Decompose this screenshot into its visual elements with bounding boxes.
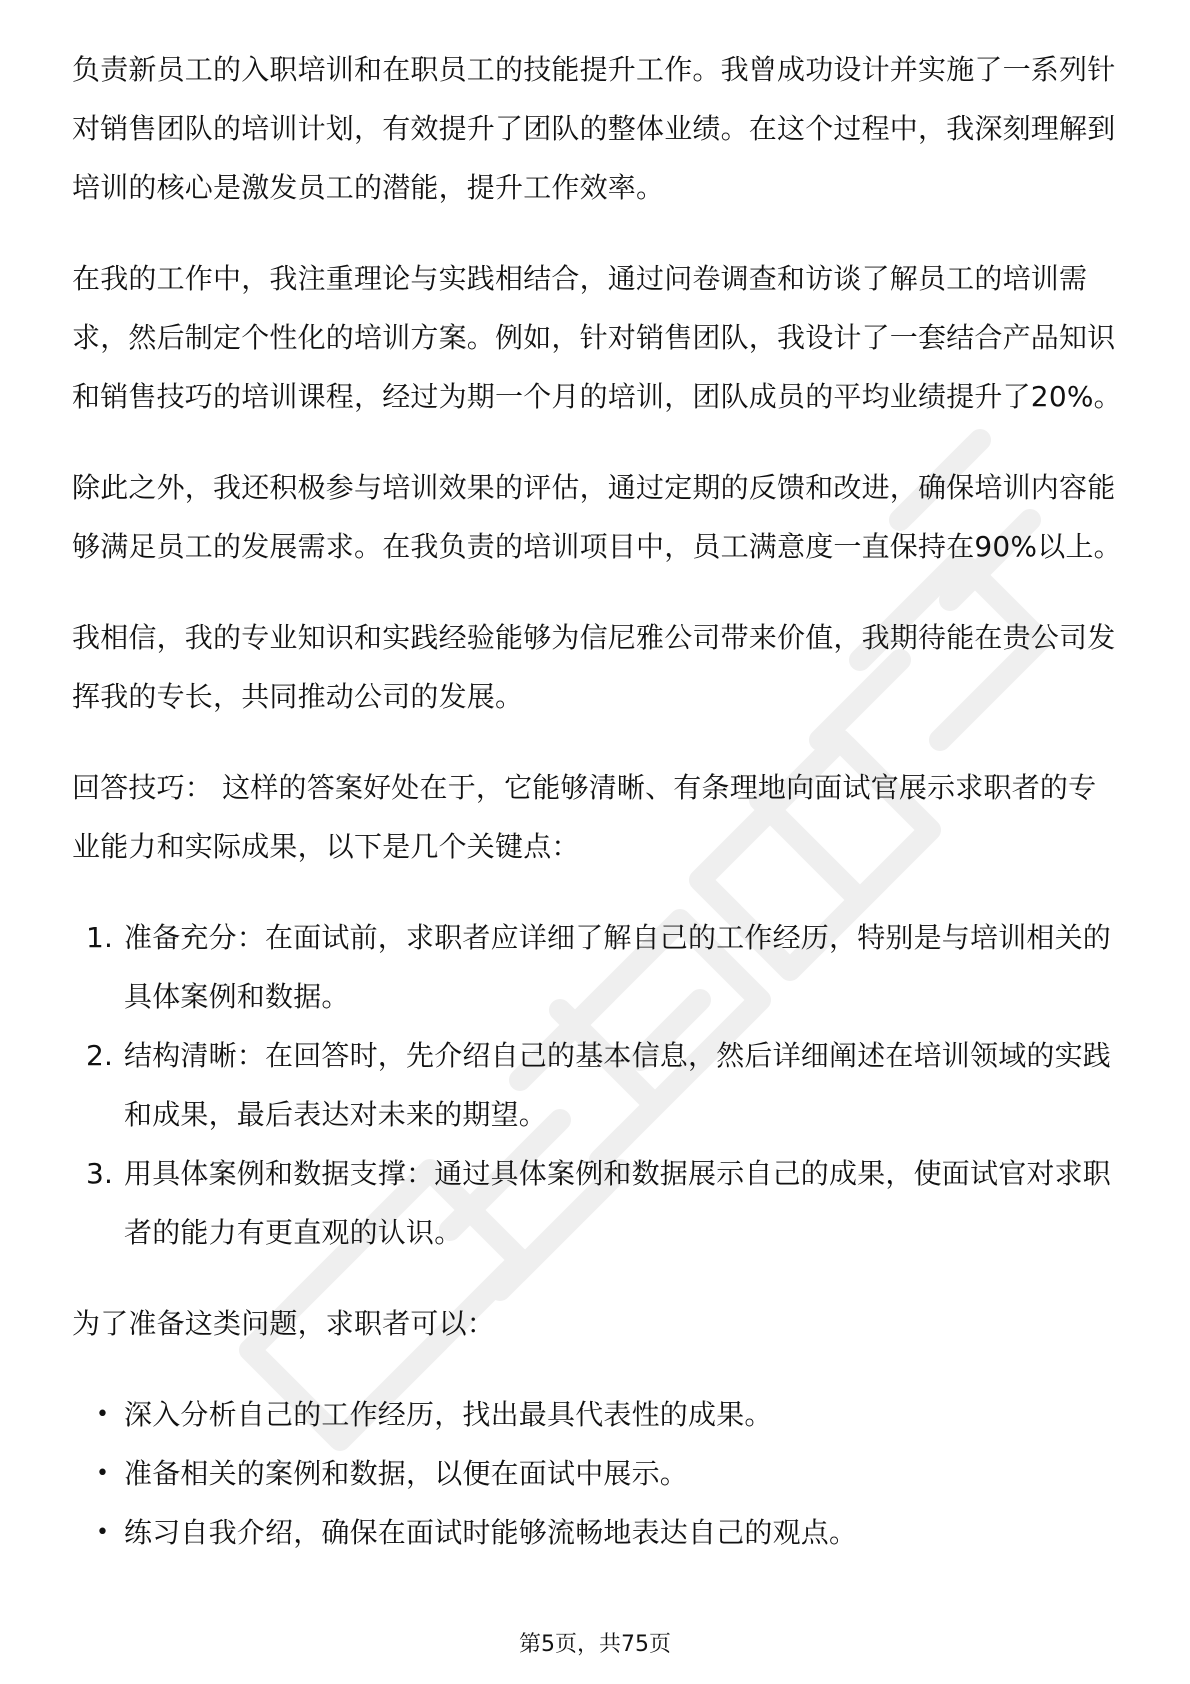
bullet-marker: •: [96, 1520, 110, 1545]
paragraph-responsibilities: 负责新员工的入职培训和在职员工的技能提升工作。我曾成功设计并实施了一系列针对销售团队的培训计划，有效提升了团队的整体业绩。在这个过程中，我深刻理解到培训的核心是激发员工的潜能，提升工作效率。: [72, 53, 1116, 204]
list-number: 1.: [86, 921, 114, 954]
list-item-text: 深入分析自己的工作经历，找出最具代表性的成果。: [124, 1398, 773, 1431]
list-number: 3.: [86, 1157, 114, 1190]
list-item-text: 准备充分：在面试前，求职者应详细了解自己的工作经历，特别是与培训相关的具体案例和数据。: [124, 921, 1112, 1013]
paragraph-prep-intro: 为了准备这类问题，求职者可以：: [72, 1307, 496, 1340]
paragraph-closing: 我相信，我的专业知识和实践经验能够为信尼雅公司带来价值，我期待能在贵公司发挥我的专长，共同推动公司的发展。: [72, 621, 1116, 713]
main-content: [72, 40, 1122, 1594]
list-item-text: 结构清晰：在回答时，先介绍自己的基本信息，然后详细阐述在培训领域的实践和成果，最后表达对未来的期望。: [124, 1039, 1112, 1131]
list-item: [72, 1144, 1122, 1262]
page-footer: [0, 1630, 1190, 1660]
list-item: [72, 1026, 1122, 1144]
list-item: [72, 908, 1122, 1026]
list-item: [72, 1503, 1122, 1562]
list-item-text: 准备相关的案例和数据，以便在面试中展示。: [124, 1457, 689, 1490]
list-item-text: 练习自我介绍，确保在面试时能够流畅地表达自己的观点。: [124, 1516, 858, 1549]
prep-bullet-list: [72, 1385, 1122, 1562]
list-item-text: 用具体案例和数据支撑：通过具体案例和数据展示自己的成果，使面试官对求职者的能力有更直观的认识。: [124, 1157, 1112, 1249]
key-points-list: [72, 908, 1122, 1262]
paragraph-answer-tips: 回答技巧： 这样的答案好处在于，它能够清晰、有条理地向面试官展示求职者的专业能力和实际成果，以下是几个关键点：: [72, 771, 1097, 863]
list-number: 2.: [86, 1039, 114, 1072]
list-item: [72, 1385, 1122, 1444]
page-number: 第5页，共75页: [519, 1632, 671, 1657]
paragraph-methods: 在我的工作中，我注重理论与实践相结合，通过问卷调查和访谈了解员工的培训需求，然后制定个性化的培训方案。例如，针对销售团队，我设计了一套结合产品知识和销售技巧的培训课程，经过为期一个月的培训，团队成员的平均业绩提升了20%。: [72, 262, 1122, 413]
paragraph-evaluation: 除此之外，我还积极参与培训效果的评估，通过定期的反馈和改进，确保培训内容能够满足员工的发展需求。在我负责的培训项目中，员工满意度一直保持在90%以上。: [72, 471, 1122, 563]
bullet-marker: •: [96, 1461, 110, 1486]
bullet-marker: •: [96, 1402, 110, 1427]
list-item: [72, 1444, 1122, 1503]
